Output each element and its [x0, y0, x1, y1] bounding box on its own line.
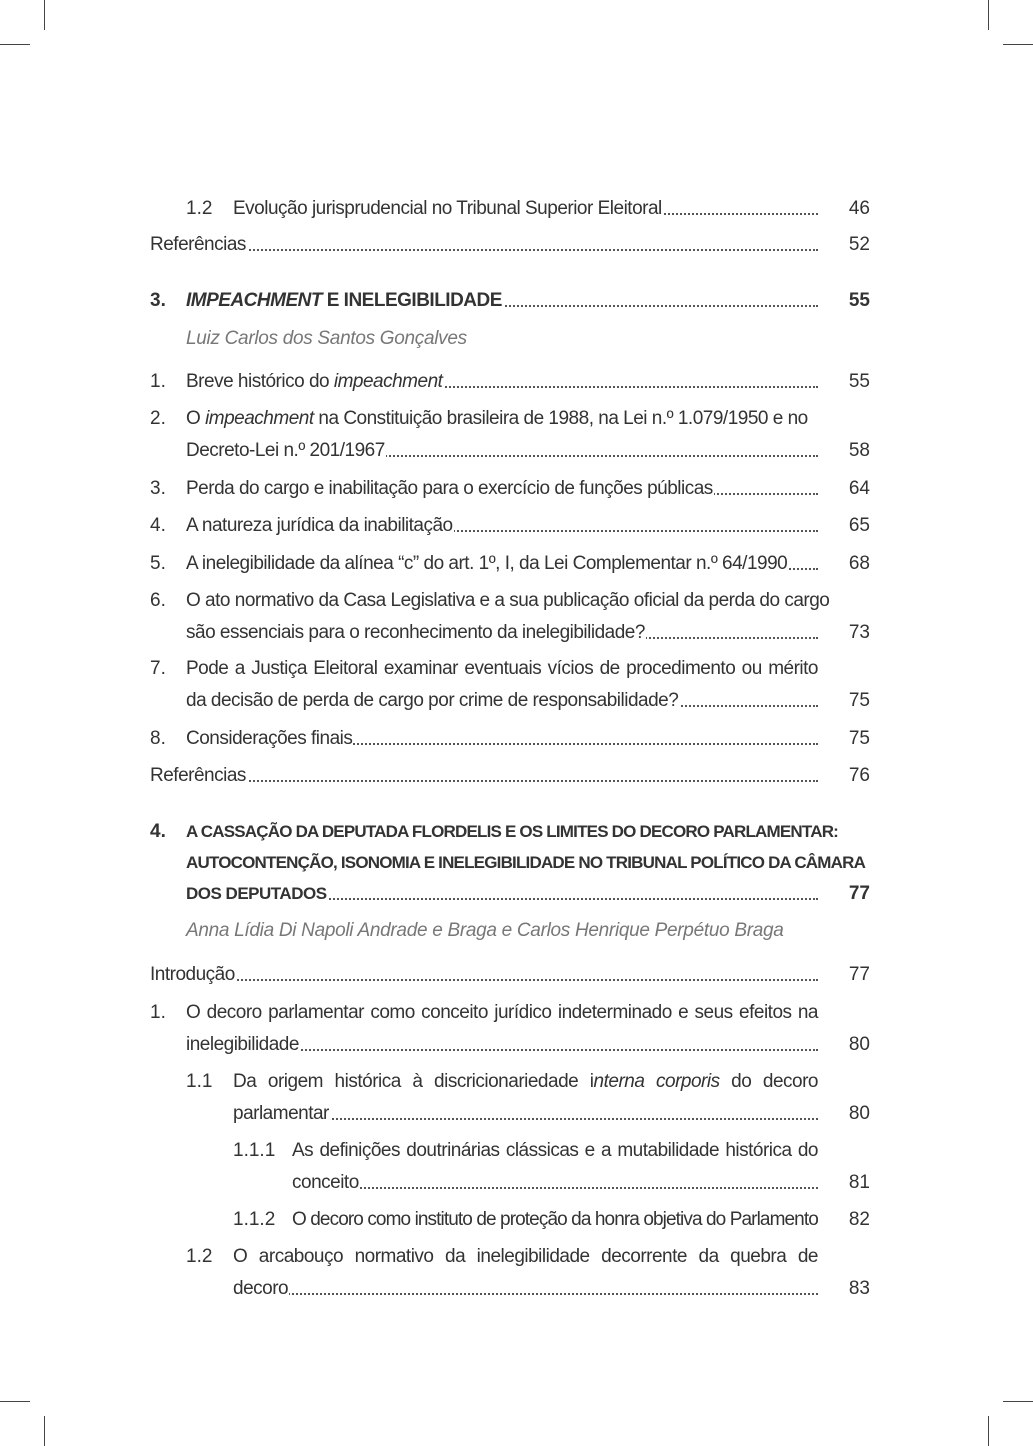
chapter-title-line-2: AUTOCONTENÇÃO, ISONOMIA E INELEGIBILIDADE NO TRIBUNAL POLÍTICO DA CÂMARA: [186, 853, 866, 872]
entry-title-part: Breve histórico do: [186, 371, 334, 392]
entry-number: 1.: [150, 1002, 166, 1023]
page-number: 77: [848, 964, 870, 985]
entry-number: 1.1.1: [233, 1140, 276, 1161]
entry-number: 8.: [150, 728, 166, 749]
page-number: 58: [848, 440, 870, 461]
entry-title-line-1: [233, 1071, 818, 1093]
entry-number: 2.: [150, 408, 166, 429]
entry-title-part: do decoro: [719, 1071, 818, 1092]
entry-title-line-2: são essenciais para o reconhecimento da inelegibilidade?: [186, 622, 645, 643]
chapter-number: 4.: [150, 821, 166, 842]
entry-title-part: O: [186, 408, 206, 429]
chapter-title-line: [186, 883, 818, 905]
entry-title-line-1: Pode a Justiça Eleitoral examinar eventuais vícios de procedimento ou mérito: [186, 658, 818, 679]
entry-line: [186, 728, 818, 750]
entry-title: Evolução jurisprudencial no Tribunal Superior Eleitoral: [233, 198, 662, 219]
entry-title: O decoro como instituto de proteção da honra objetiva do Parlamento: [292, 1209, 818, 1230]
entry-number: 5.: [150, 553, 166, 574]
entry-title-line-2: da decisão de perda de cargo por crime de responsabilidade?: [186, 690, 679, 711]
entry-title-italic: nterna corporis: [593, 1071, 720, 1092]
entry-line: [233, 1278, 818, 1300]
chapter-title-line: [186, 290, 818, 312]
entry-title-line-1: O ato normativo da Casa Legislativa e a sua publicação oficial da perda do cargo: [186, 590, 830, 611]
chapter-title: [186, 290, 503, 312]
entry-line: [186, 1034, 818, 1056]
entry-number: 1.2: [186, 198, 213, 219]
entry-title-line-1: [186, 408, 818, 430]
entry-line: [186, 622, 818, 644]
entry-number: 1.2: [186, 1246, 213, 1267]
entry-number: 7.: [150, 658, 166, 679]
entry-title-line-1: As definições doutrinárias clássicas e a mutabilidade histórica do: [292, 1140, 818, 1161]
entry-title: Referências: [150, 765, 246, 786]
page-number: 82: [848, 1209, 870, 1230]
dot-leader: [292, 1187, 818, 1189]
entry-title: [186, 371, 443, 393]
chapter-title-line-3: DOS DEPUTADOS: [186, 884, 327, 903]
entry-number: 3.: [150, 478, 166, 499]
page-number: 81: [848, 1172, 870, 1193]
entry-title: Considerações finais: [186, 728, 353, 749]
page-number: 80: [848, 1034, 870, 1055]
page-number: 83: [848, 1278, 870, 1299]
entry-title-line-2: decoro: [233, 1278, 289, 1299]
chapter-author: Anna Lídia Di Napoli Andrade e Braga e Carlos Henrique Perpétuo Braga: [186, 920, 784, 941]
entry-title-line-2: inelegibilidade: [186, 1034, 299, 1055]
dot-leader: [150, 249, 818, 251]
page-number: 68: [848, 553, 870, 574]
entry-number: 6.: [150, 590, 166, 611]
entry-line: [186, 690, 818, 712]
page-number: 55: [848, 371, 870, 392]
entry-title-italic: impeachment: [205, 408, 314, 429]
entry-title-italic: impeachment: [333, 371, 443, 392]
entry-title-line-2: conceito: [292, 1172, 359, 1193]
dot-leader: [150, 979, 818, 981]
entry-line: [186, 515, 818, 537]
entry-line: [186, 371, 818, 393]
page-number: 77: [848, 883, 870, 904]
page-number: 64: [848, 478, 870, 499]
entry-title: A natureza jurídica da inabilitação: [186, 515, 453, 536]
entry-number: 1.1: [186, 1071, 213, 1092]
chapter-title-rest: E INELEGIBILIDADE: [321, 290, 502, 311]
entry-line: [186, 553, 818, 575]
entry-line: [233, 198, 818, 220]
entry-title-line-1: O decoro parlamentar como conceito jurídico indeterminado e seus efeitos na: [186, 1002, 818, 1023]
entry-title-part: Da origem histórica à discricionariedade i: [233, 1071, 594, 1092]
entry-title-line-2: Decreto-Lei n.º 201/1967: [186, 440, 385, 461]
entry-title-line-2: parlamentar: [233, 1103, 329, 1124]
page-number: 65: [848, 515, 870, 536]
page-number: 75: [848, 690, 870, 711]
page-number: 73: [848, 622, 870, 643]
page-number: 52: [848, 234, 870, 255]
page-number: 80: [848, 1103, 870, 1124]
page-number: 55: [848, 290, 870, 311]
entry-line: [292, 1172, 818, 1194]
entry-number: 1.: [150, 371, 166, 392]
page-number: 75: [848, 728, 870, 749]
entry-title: Referências: [150, 234, 246, 255]
entry-title: Perda do cargo e inabilitação para o exercício de funções públicas: [186, 478, 713, 499]
entry-line: [150, 765, 818, 787]
dot-leader: [233, 1293, 818, 1295]
entry-title-part: na Constituição brasileira de 1988, na Lei n.º 1.079/1950 e no: [313, 408, 808, 429]
entry-line: [186, 440, 818, 462]
entry-line: [233, 1103, 818, 1125]
entry-line: [186, 478, 818, 500]
chapter-title-italic: IMPEACHMENT: [186, 290, 322, 311]
chapter-number: 3.: [150, 290, 166, 311]
entry-number: 4.: [150, 515, 166, 536]
entry-title-line-1: O arcabouço normativo da inelegibilidade decorrente da quebra de: [233, 1246, 818, 1267]
dot-leader: [150, 780, 818, 782]
chapter-title-line-1: A CASSAÇÃO DA DEPUTADA FLORDELIS E OS LIMITES DO DECORO PARLAMENTAR:: [186, 822, 839, 841]
page-number: 46: [848, 198, 870, 219]
entry-number: 1.1.2: [233, 1209, 276, 1230]
chapter-author: Luiz Carlos dos Santos Gonçalves: [186, 328, 467, 349]
entry-line: [150, 234, 818, 256]
entry-title: Introdução: [150, 964, 235, 985]
page-number: 76: [848, 765, 870, 786]
entry-line: [150, 964, 818, 986]
entry-title: A inelegibilidade da alínea “c” do art. 1º, I, da Lei Complementar n.º 64/1990: [186, 553, 788, 574]
